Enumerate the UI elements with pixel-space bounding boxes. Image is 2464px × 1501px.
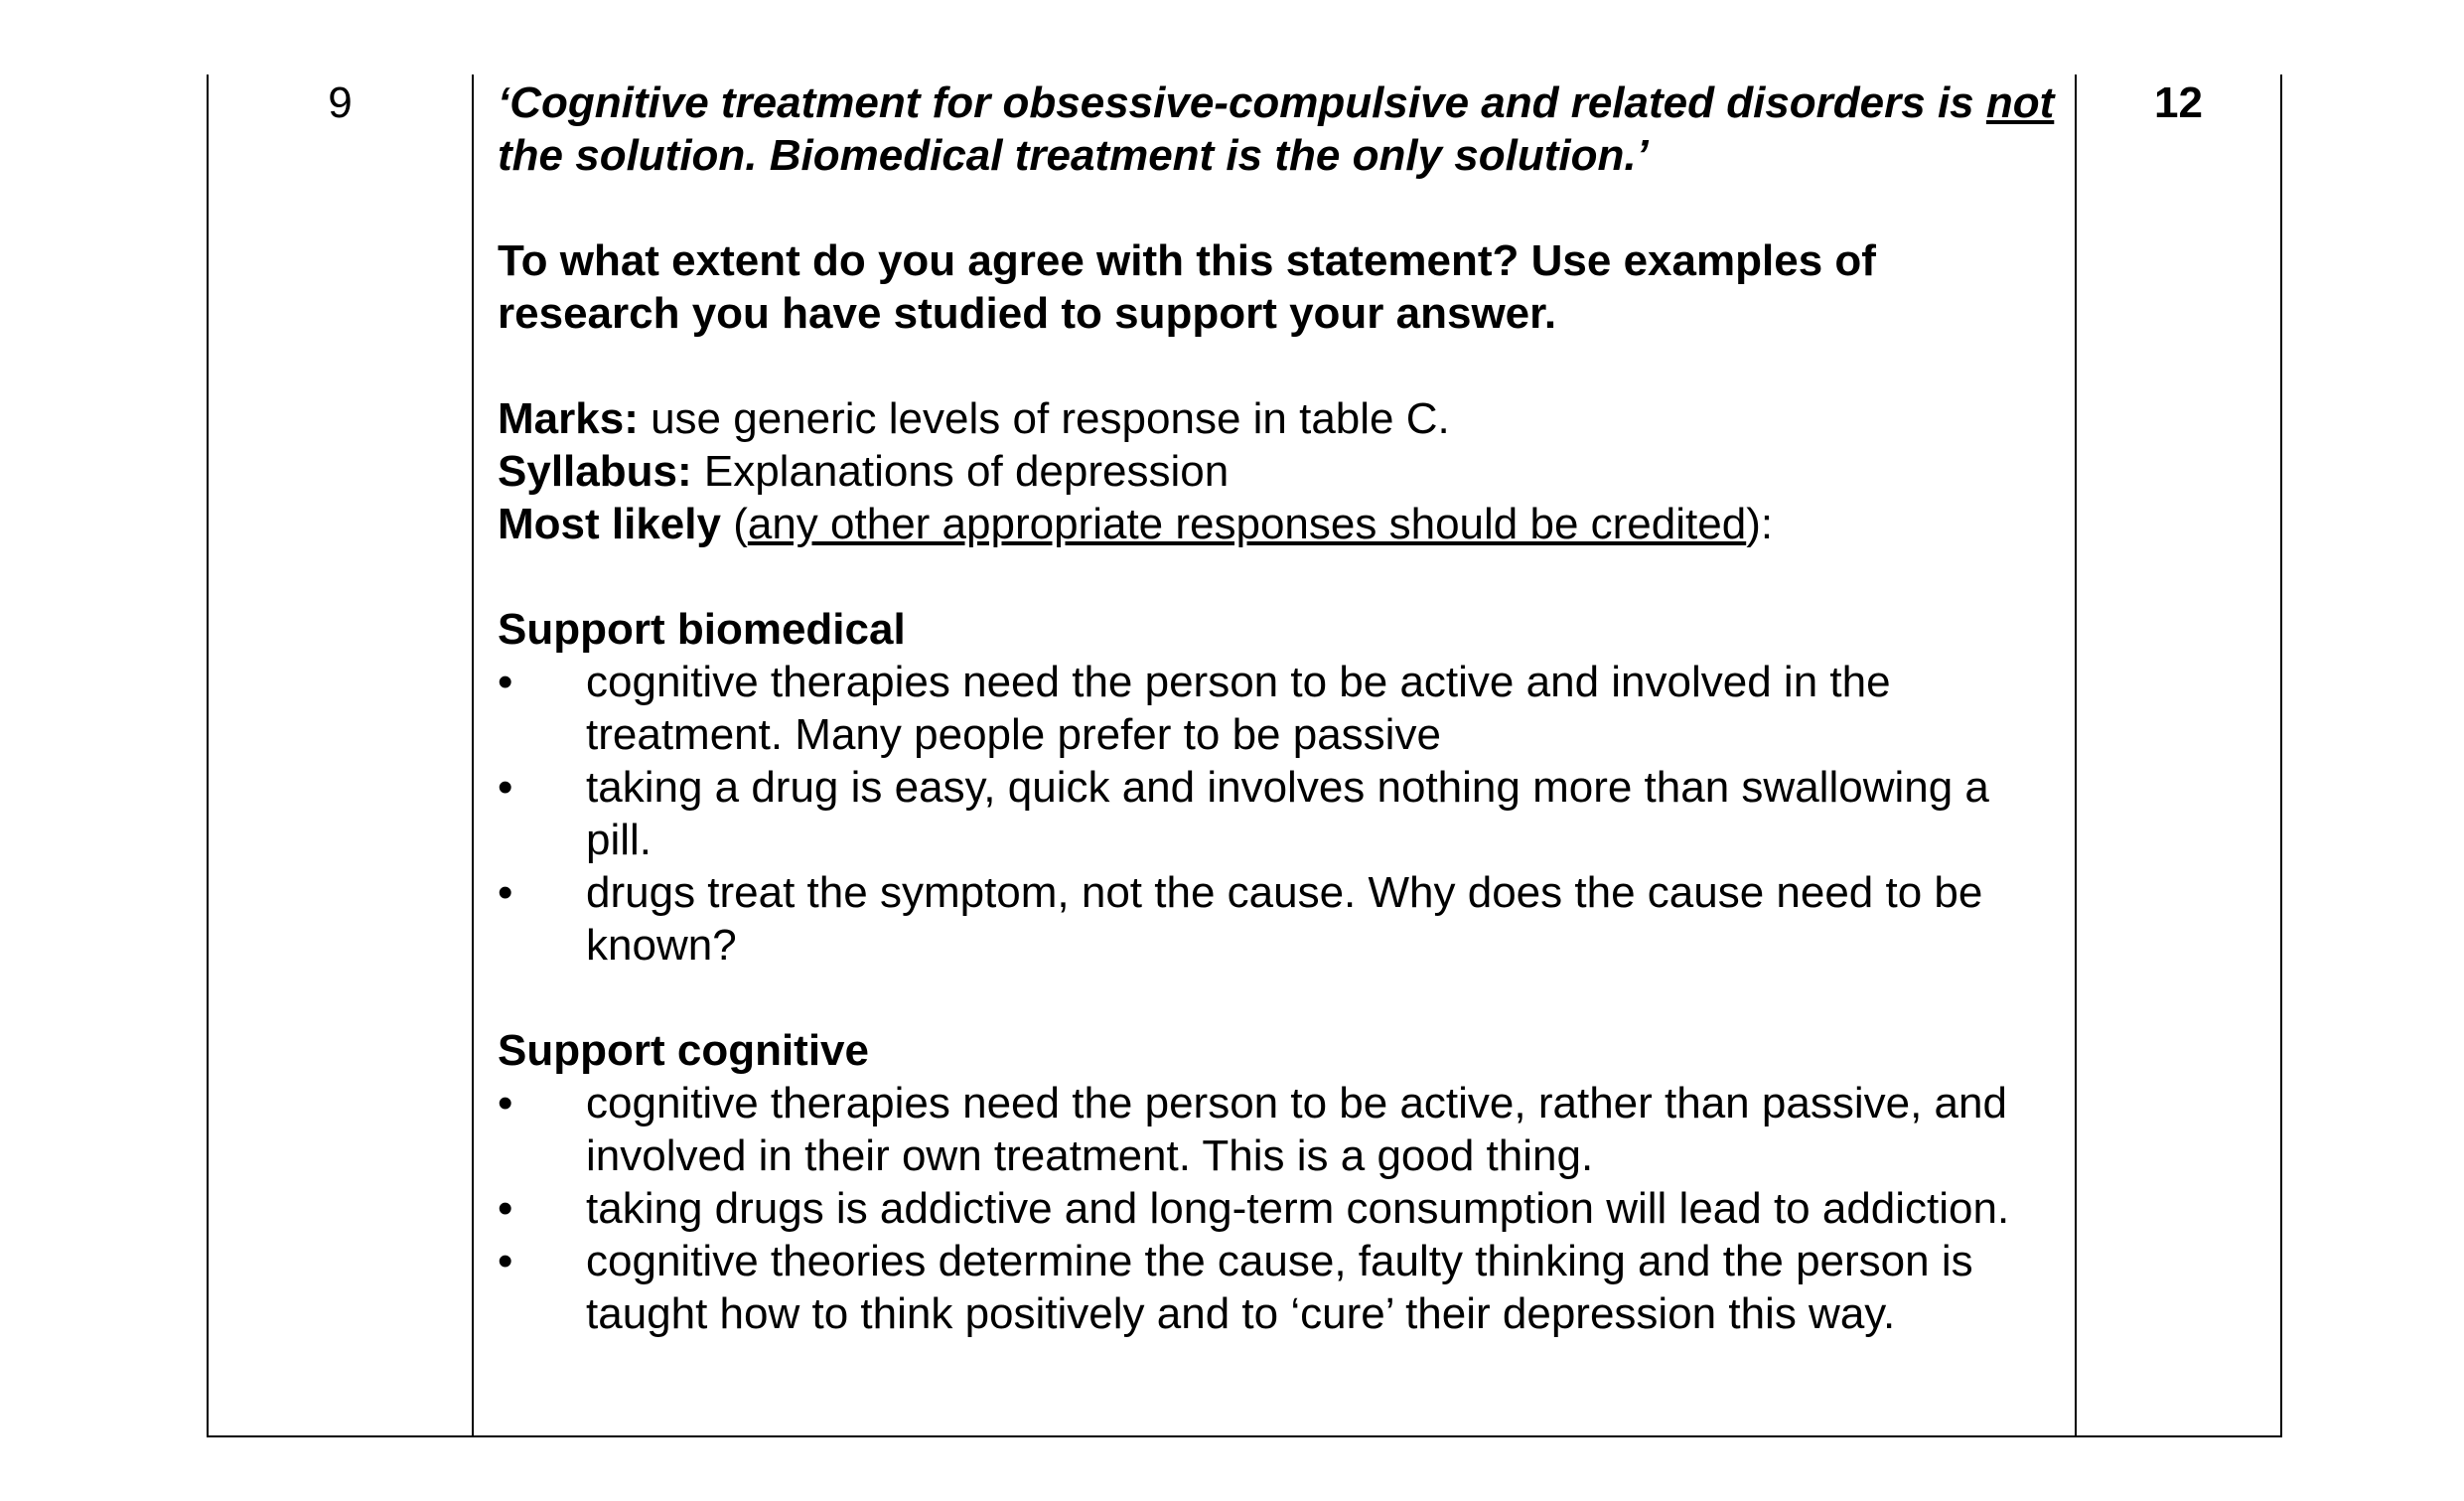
statement-part-1: ‘Cognitive treatment for obsessive-compulsive and related disorders is: [498, 78, 1986, 127]
list-item: [498, 866, 2067, 972]
list-item-text: drugs treat the symptom, not the cause. Why does the cause need to be known?: [586, 868, 1983, 970]
most-likely-label: Most likely: [498, 500, 721, 548]
answer-content: [498, 76, 2067, 1340]
marks-text: use generic levels of response in table C.: [638, 394, 1450, 443]
most-likely-note: any other appropriate responses should be credited: [747, 500, 1747, 548]
list-item: [498, 1077, 2067, 1182]
marks-line: [498, 392, 2067, 445]
list-item-text: cognitive theories determine the cause, faulty thinking and the person is taught how to think positively and to ‘cure’ their depression this way.: [586, 1237, 1973, 1338]
list-item: [498, 761, 2067, 866]
bullet-icon: •: [498, 658, 513, 706]
section-heading-cognitive: Support cognitive: [498, 1026, 869, 1075]
marks-value: 12: [2154, 78, 2203, 127]
bullet-icon: •: [498, 868, 513, 917]
question-statement: [498, 76, 2067, 182]
most-likely-open: (: [720, 500, 748, 548]
list-item-text: cognitive therapies need the person to be active and involved in the treatment. Many people prefer to be passive: [586, 658, 1891, 759]
bullet-icon: •: [498, 763, 513, 812]
statement-underlined-word: not: [1985, 78, 2055, 127]
list-item: [498, 1182, 2067, 1235]
bullet-icon: •: [498, 1184, 513, 1233]
marking-info: [498, 392, 2067, 550]
list-item-text: taking a drug is easy, quick and involves nothing more than swallowing a pill.: [586, 763, 1989, 864]
question-prompt: To what extent do you agree with this statement? Use examples of research you have studied to support your answer.: [498, 236, 1876, 338]
question-number-cell: [209, 75, 474, 1435]
syllabus-line: [498, 445, 2067, 498]
syllabus-label: Syllabus:: [498, 447, 692, 496]
list-item: [498, 656, 2067, 761]
most-likely-close: ):: [1746, 500, 1774, 548]
bullet-icon: •: [498, 1079, 513, 1127]
list-item-text: taking drugs is addictive and long-term consumption will lead to addiction.: [586, 1184, 2010, 1233]
section-heading-biomedical: Support biomedical: [498, 605, 906, 654]
mark-scheme-table: [207, 75, 2282, 1437]
bullet-icon: •: [498, 1237, 513, 1285]
list-item-text: cognitive therapies need the person to be active, rather than passive, and involved in their own treatment. This is a good thing.: [586, 1079, 2007, 1180]
syllabus-text: Explanations of depression: [691, 447, 1230, 496]
most-likely-line: [498, 498, 2067, 550]
marks-cell: [2077, 75, 2280, 1435]
bullet-list-cognitive: [498, 1077, 2067, 1340]
marks-label: Marks:: [498, 394, 639, 443]
question-number: 9: [328, 78, 353, 127]
bullet-list-biomedical: [498, 656, 2067, 972]
answer-cell: [474, 75, 2077, 1435]
list-item: [498, 1235, 2067, 1340]
statement-part-2: the solution. Biomedical treatment is the only solution.’: [498, 131, 1649, 180]
